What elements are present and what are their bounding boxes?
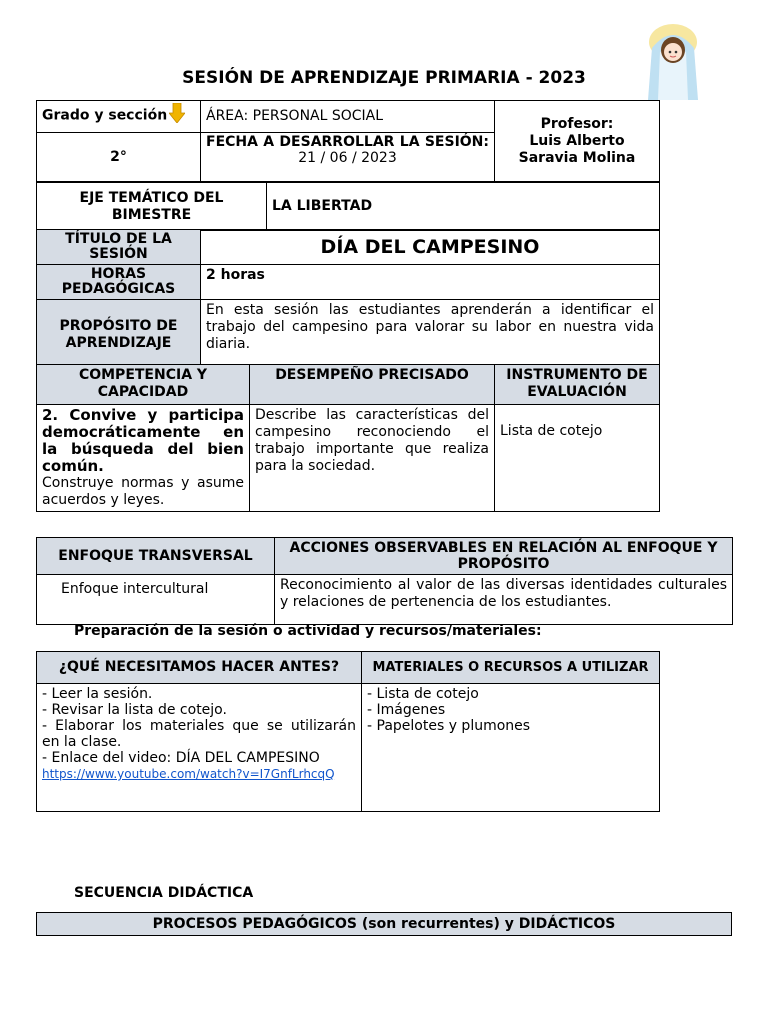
area-cell: ÁREA: PERSONAL SOCIAL [201,101,495,133]
procesos-header: PROCESOS PEDAGÓGICOS (son recurrentes) y DIDÁCTICOS [37,913,732,936]
video-link[interactable]: https://www.youtube.com/watch?v=I7GnfLrhcqQ [42,767,335,781]
proposito-value: En esta sesión las estudiantes aprenderán a identificar el trabajo del campesino para valorar su labor en nuestra vida diaria. [201,300,660,370]
materiales-item: - Imágenes [367,702,446,718]
fecha-label: FECHA A DESARROLLAR LA SESIÓN: [206,134,489,150]
desempeno-value: Describe las características del campesino reconociendo el trabajo importante que realiza para la sociedad. [250,405,495,512]
preparacion-table [36,651,660,812]
fecha-cell [201,133,495,182]
preparacion-heading: Preparación de la sesión o actividad y recursos/materiales: [74,623,542,639]
eje-label: EJE TEMÁTICO DEL BIMESTRE [37,183,267,231]
materiales-cell [362,684,660,812]
horas-label: HORAS PEDAGÓGICAS [37,265,201,300]
profesor-cell [495,101,660,182]
session-info-table [36,229,660,370]
acciones-value: Reconocimiento al valor de las diversas identidades culturales y relaciones de pertenencia de los estudiantes. [275,575,733,625]
grado-label: Grado y sección [42,107,168,124]
enfoque-value: Enfoque intercultural [37,575,275,625]
materiales-item: - Papelotes y plumones [367,718,531,734]
titulo-value: DÍA DEL CAMPESINO [201,230,660,265]
antes-cell [37,684,362,812]
proposito-label: PROPÓSITO DE APRENDIZAJE [37,300,201,370]
grado-label-cell [37,101,201,133]
antes-header: ¿QUÉ NECESITAMOS HACER ANTES? [37,652,362,684]
antes-item: - Elaborar los materiales que se utilizarán en la clase. [42,718,356,750]
header-table [36,100,660,182]
grado-value: 2° [37,133,201,182]
enfoque-table [36,537,733,625]
profesor-name: Luis Alberto Saravia Molina [518,132,636,166]
fecha-value: 21 / 06 / 2023 [298,150,397,166]
acciones-header: ACCIONES OBSERVABLES EN RELACIÓN AL ENFOQUE Y PROPÓSITO [275,538,733,575]
eje-value: LA LIBERTAD [267,183,660,231]
horas-value: 2 horas [201,265,660,300]
eje-table [36,182,660,231]
antes-item: - Leer la sesión. [42,686,153,702]
instrumento-value: Lista de cotejo [495,405,660,512]
competencia-cell [37,405,250,512]
titulo-label: TÍTULO DE LA SESIÓN [37,230,201,265]
secuencia-heading: SECUENCIA DIDÁCTICA [74,885,254,901]
arrow-down-icon [169,103,185,128]
capacidad-text: Construye normas y asume acuerdos y leyes. [42,475,244,508]
enfoque-header: ENFOQUE TRANSVERSAL [37,538,275,575]
page-title: SESIÓN DE APRENDIZAJE PRIMARIA - 2023 [182,68,586,88]
antes-item: - Enlace del video: DÍA DEL CAMPESINO [42,750,320,766]
virgin-mary-illustration [638,22,708,102]
antes-item: - Revisar la lista de cotejo. [42,702,227,718]
profesor-label: Profesor: [540,115,614,132]
procesos-table [36,912,732,936]
competencia-table [36,364,660,512]
competencia-title: 2. Convive y participa democráticamente en la búsqueda del bien común. [42,406,244,475]
materiales-header: MATERIALES O RECURSOS A UTILIZAR [362,652,660,684]
desempeno-header: DESEMPEÑO PRECISADO [250,365,495,405]
instrumento-header: INSTRUMENTO DE EVALUACIÓN [495,365,660,405]
materiales-item: - Lista de cotejo [367,686,479,702]
competencia-header: COMPETENCIA Y CAPACIDAD [37,365,250,405]
